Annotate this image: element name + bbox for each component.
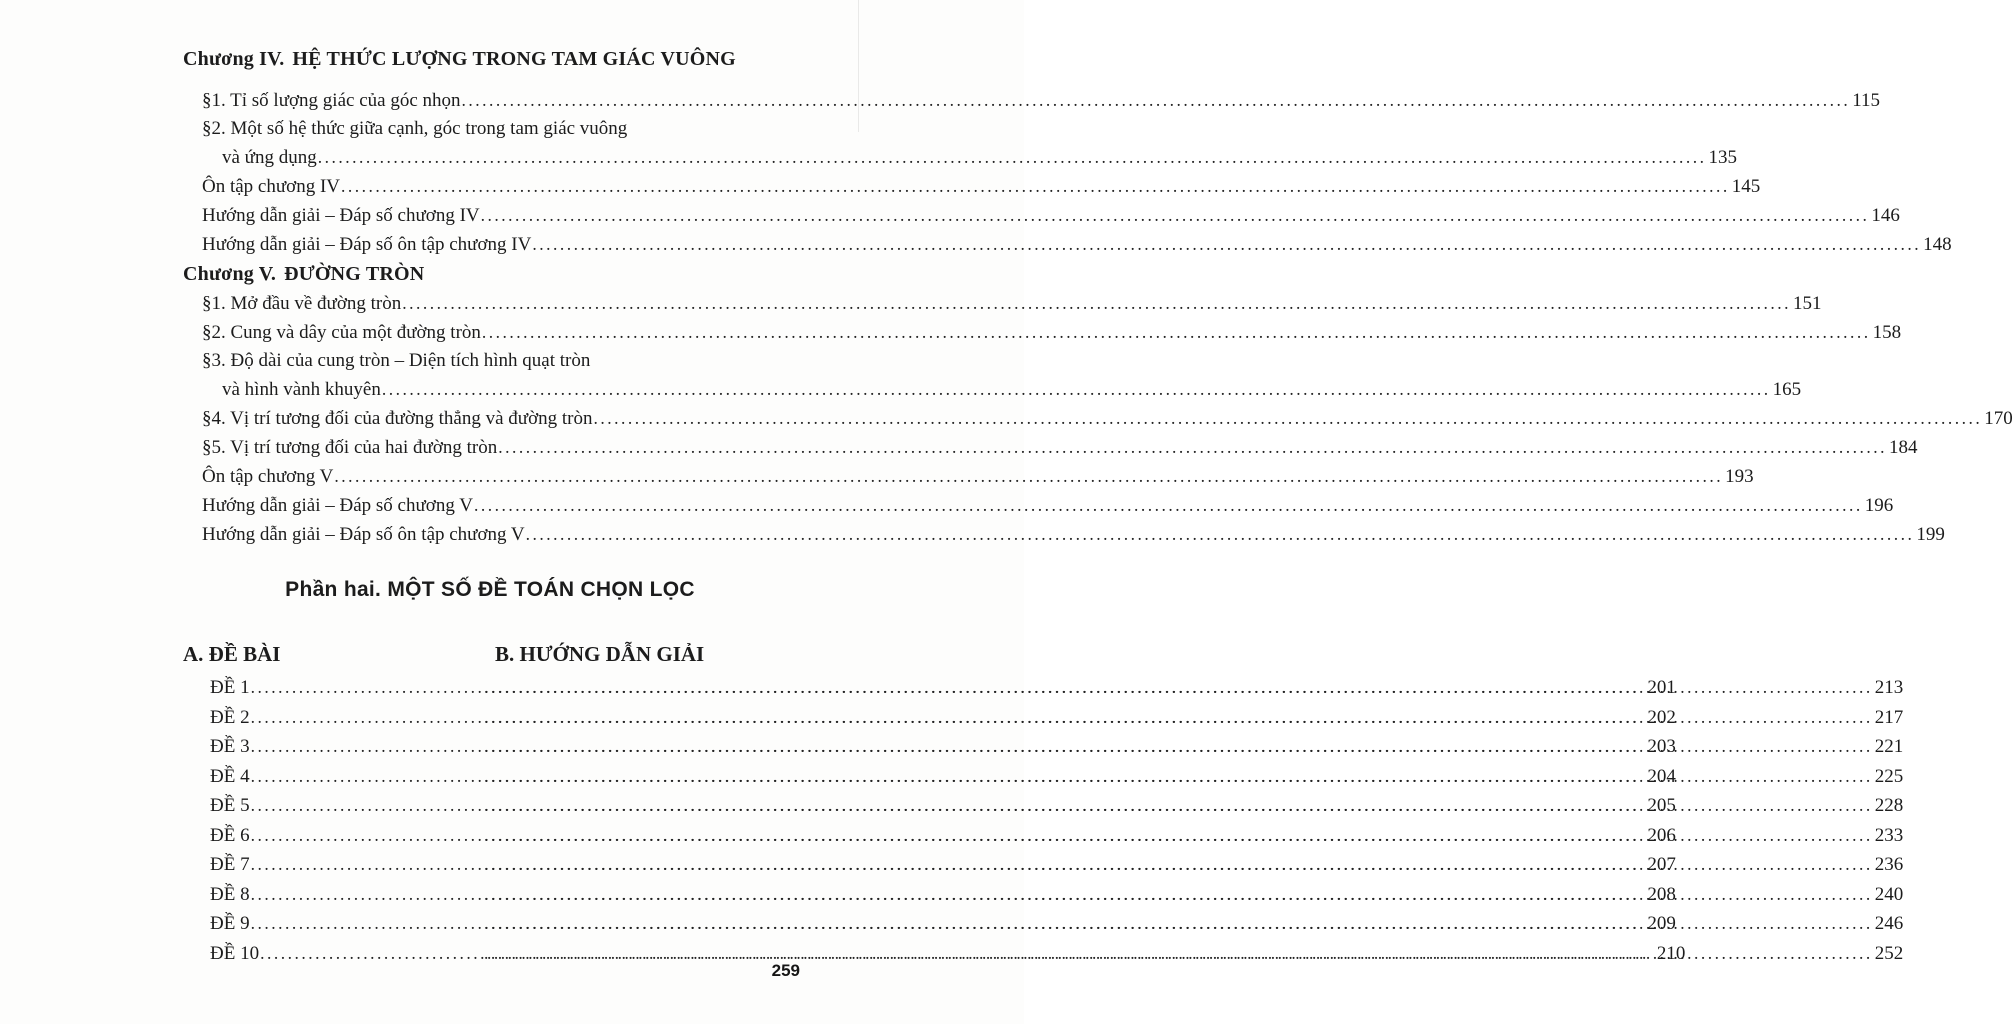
exam-page-b: 213 — [1874, 677, 1904, 698]
column-a-header: A. ĐỀ BÀI — [183, 642, 281, 666]
dot-leader — [484, 880, 1873, 910]
chapter-v-title — [183, 259, 797, 289]
dot-leader — [484, 821, 1873, 851]
dot-leader — [382, 375, 1771, 404]
toc-entry-label: Ôn tập chương IV — [202, 176, 341, 197]
toc-entry-label: Hướng dẫn giải – Đáp số chương IV — [202, 205, 480, 226]
exam-page-b: 228 — [1874, 795, 1904, 816]
dot-leader — [484, 732, 1873, 762]
exam-page-a: 209 — [1647, 913, 1676, 934]
exam-label: ĐỀ 2 — [210, 706, 250, 728]
exam-row — [183, 703, 1904, 733]
exam-page-b: 240 — [1874, 883, 1904, 905]
toc-entry-page: 158 — [1872, 322, 1902, 343]
exam-page-b: 246 — [1874, 913, 1904, 934]
toc-entry-page: 135 — [1708, 147, 1737, 168]
exam-page-a: 205 — [1647, 795, 1676, 816]
toc-entry-label: Hướng dẫn giải – Đáp số ôn tập chương IV — [202, 234, 532, 255]
toc-entry-label: Ôn tập chương V — [202, 466, 334, 487]
exam-row — [183, 762, 1904, 792]
exam-col-a — [210, 732, 1676, 762]
toc-entry-page: 184 — [1888, 437, 1918, 458]
dot-leader — [484, 762, 1873, 792]
toc-entry-label: §1. Mở đầu về đường tròn — [202, 293, 402, 314]
toc-entry — [183, 201, 1900, 230]
dot-leader — [462, 86, 1851, 115]
toc-entry — [183, 404, 2013, 433]
dot-leader — [594, 404, 1983, 433]
toc-entry-label: Hướng dẫn giải – Đáp số ôn tập chương V — [202, 524, 525, 545]
chapter-iv-title — [183, 44, 797, 74]
exam-page-a: 202 — [1647, 706, 1676, 728]
exam-page-a: 210 — [1656, 942, 1686, 964]
toc-entry-label: §2. Một số hệ thức giữa cạnh, góc trong tam giác vuông — [202, 118, 628, 139]
toc-entry-label: §2. Cung và dây của một đường tròn — [202, 322, 481, 343]
exam-col-a — [210, 850, 1676, 880]
dot-leader — [484, 939, 1873, 969]
chapter-iv-title-text: HỆ THỨC LƯỢNG TRONG TAM GIÁC VUÔNG — [292, 48, 736, 70]
exam-col-b — [483, 791, 1903, 821]
dot-leader — [402, 289, 1791, 318]
exam-col-a — [210, 762, 1676, 792]
exam-col-a — [210, 821, 1676, 851]
exam-col-a — [210, 909, 1676, 939]
exam-page-a: 203 — [1647, 736, 1676, 757]
toc-entry — [183, 318, 1902, 347]
exam-label: ĐỀ 10 — [210, 942, 260, 964]
exam-page-b: 252 — [1874, 942, 1904, 964]
toc-entry-label: §3. Độ dài của cung tròn – Diện tích hình quạt tròn — [202, 350, 591, 371]
exam-page-b: 233 — [1874, 824, 1904, 846]
dot-leader — [484, 791, 1873, 821]
toc-entry-page: 165 — [1772, 379, 1802, 400]
chapter-iv-section — [183, 44, 1952, 259]
exam-col-b — [483, 703, 1903, 733]
dot-leader — [481, 201, 1870, 230]
toc-entry — [183, 491, 1894, 520]
exam-page-b: 221 — [1874, 736, 1904, 757]
toc-entry-continuation — [183, 143, 1737, 172]
dot-leader — [474, 491, 1863, 520]
column-b-header: B. HƯỚNG DẪN GIẢI — [495, 642, 705, 666]
toc-entry-page: 196 — [1864, 495, 1894, 516]
exam-label: ĐỀ 4 — [210, 765, 250, 787]
toc-entry-label: Hướng dẫn giải – Đáp số chương V — [202, 495, 473, 516]
exam-row — [183, 673, 1904, 703]
exam-label: ĐỀ 6 — [210, 824, 250, 846]
toc-entry — [183, 433, 1918, 462]
dot-leader — [341, 172, 1730, 201]
exam-col-b — [483, 762, 1903, 792]
dot-leader — [484, 703, 1873, 733]
exam-col-a — [210, 880, 1676, 910]
toc-entry — [183, 347, 797, 375]
toc-entry-continuation — [183, 375, 1802, 404]
exam-label: ĐỀ 1 — [210, 677, 250, 698]
toc-entry-page: 151 — [1793, 293, 1822, 314]
toc-entry-page: 145 — [1731, 176, 1761, 197]
exam-row — [183, 909, 1904, 939]
toc-entry-label: §4. Vị trí tương đối của đường thẳng và đường tròn — [202, 408, 593, 429]
dot-leader — [498, 433, 1887, 462]
dot-leader — [318, 143, 1707, 172]
toc-entry — [183, 115, 797, 143]
exam-col-a — [210, 791, 1676, 821]
exam-label: ĐỀ 5 — [210, 795, 250, 816]
exam-row — [183, 732, 1904, 762]
toc-entry — [183, 230, 1952, 259]
exam-row — [183, 880, 1904, 910]
exam-page-b: 217 — [1874, 706, 1904, 728]
toc-entry — [183, 520, 1945, 549]
toc-entry-page: 148 — [1923, 234, 1952, 255]
part-two-title: Phần hai. MỘT SỐ ĐỀ TOÁN CHỌN LỌC — [285, 578, 695, 601]
folio-page-number: 259 — [771, 961, 800, 980]
dot-leader — [482, 318, 1871, 347]
toc-entry-label: và hình vành khuyên — [222, 379, 381, 400]
exam-label: ĐỀ 8 — [210, 883, 250, 905]
exam-col-b — [483, 821, 1903, 851]
exam-col-b — [483, 850, 1903, 880]
toc-entry-page: 170 — [1984, 408, 2013, 429]
exam-col-b — [483, 939, 1903, 969]
exam-label: ĐỀ 9 — [210, 913, 250, 934]
dot-leader — [484, 673, 1873, 703]
toc-entry-label: §5. Vị trí tương đối của hai đường tròn — [202, 437, 498, 458]
exam-col-a — [210, 673, 1676, 703]
dot-leader — [532, 230, 1921, 259]
dot-leader — [526, 520, 1915, 549]
toc-entry-page: 146 — [1871, 205, 1900, 226]
dot-leader — [334, 462, 1723, 491]
toc-entry — [183, 462, 1754, 491]
part-two-column-headers — [183, 641, 797, 667]
chapter-v-title-text: ĐƯỜNG TRÒN — [284, 263, 425, 285]
exam-page-a: 204 — [1647, 765, 1676, 787]
table-of-contents — [183, 44, 2013, 968]
exam-page-a: 208 — [1647, 883, 1676, 905]
chapter-iv-title-prefix: Chương IV. — [183, 48, 285, 70]
exam-row — [183, 821, 1904, 851]
chapter-v-section — [183, 259, 2013, 549]
exam-col-b — [483, 673, 1903, 703]
exam-page-a: 207 — [1647, 854, 1676, 875]
exam-row — [183, 850, 1904, 880]
dot-leader — [484, 850, 1873, 880]
exam-col-a — [210, 939, 1686, 969]
exam-page-a: 201 — [1647, 677, 1676, 698]
exam-col-a — [210, 703, 1676, 733]
exam-col-b — [483, 732, 1903, 762]
exam-list — [183, 673, 1904, 968]
exam-col-b — [483, 880, 1903, 910]
toc-entry-label: §1. Tỉ số lượng giác của góc nhọn — [202, 90, 461, 111]
exam-page-b: 236 — [1874, 854, 1904, 875]
toc-entry-page: 193 — [1725, 466, 1754, 487]
toc-entry-page: 115 — [1852, 90, 1881, 111]
dot-leader — [484, 909, 1873, 939]
exam-col-b — [483, 909, 1903, 939]
exam-label: ĐỀ 7 — [210, 854, 250, 875]
exam-row — [183, 939, 1904, 969]
exam-row — [183, 791, 1904, 821]
exam-label: ĐỀ 3 — [210, 736, 250, 757]
toc-entry — [183, 172, 1761, 201]
toc-entry — [183, 86, 1881, 115]
toc-entry — [183, 289, 1822, 318]
exam-page-b: 225 — [1874, 765, 1904, 787]
toc-entry-page: 199 — [1916, 524, 1945, 545]
toc-entry-label: và ứng dụng — [222, 147, 317, 168]
chapter-v-title-prefix: Chương V. — [183, 263, 277, 285]
exam-page-a: 206 — [1647, 824, 1676, 846]
